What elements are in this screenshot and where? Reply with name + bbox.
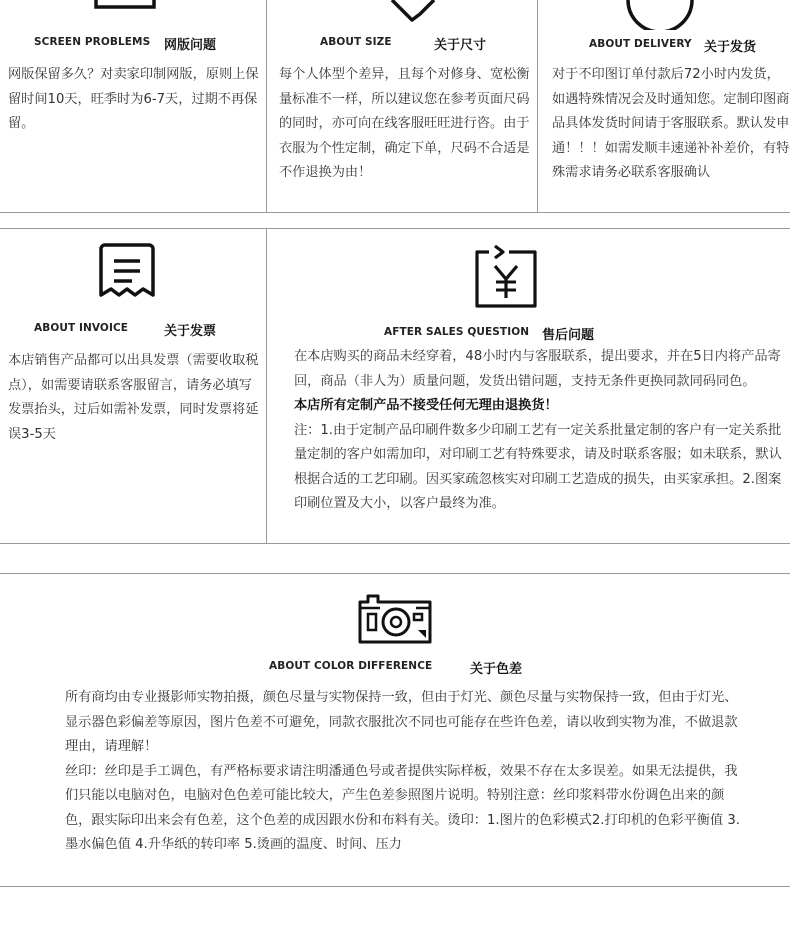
after-sales-zh-title: 售后问题	[542, 328, 595, 343]
size-zh-title: 关于尺寸	[434, 38, 487, 53]
divider-horizontal	[0, 573, 790, 574]
color-zh-title: 关于色差	[470, 662, 523, 677]
after-sales-text	[294, 345, 786, 517]
after-sales-paragraph-2: 注：1.由于定制产品印刷件数多少印刷工艺有一定关系批量定制的客户有一定关系批量定制的客户如需加印，对印刷工艺有特殊要求，请及时联系客服；如未联系，默认根据合适的工艺印刷。因买家疏忽核实对印刷工艺造成的损失，由买家承担。2.图案印刷位置及大小，以客户最终为准。	[294, 422, 782, 511]
after-sales-en-title: AFTER SALES QUESTION	[384, 326, 530, 338]
divider-horizontal	[0, 886, 790, 887]
delivery-zh-title: 关于发货	[704, 40, 757, 55]
delivery-text: 对于不印图订单付款后72小时内发货，如遇特殊情况会及时通知您。定制印图商品具体发货时间请于客服联系。默认发申通！！！如需发顺丰速递补补差价，有特殊需求请务必联系客服确认	[552, 67, 790, 180]
invoice-en-title: ABOUT INVOICE	[34, 322, 129, 334]
color-paragraph-2: 丝印：丝印是手工调色，有严格标要求请注明潘通色号或者提供实际样板，效果不存在太多误差。如果无法提供，我们只能以电脑对色，电脑对色色差可能比较大，产生色差参照图片说明。特别注意：丝印浆料带水份调色出来的颜色，跟实际印出来会有色差，这个色差的成因跟水份和布料有关。烫印：1.图片的色彩模式2.打印机的色彩平衡值 3.墨水偏色值 4.升华纸的转印率 5.烫画的温度、时间、压力	[65, 763, 740, 852]
monitor-icon	[92, 0, 162, 14]
color-text	[65, 686, 741, 858]
invoice-text: 本店销售产品都可以出具发票（需要收取税点），如需要请联系客服留言，请务必填写发票抬头，过后如需补发票，同时发票将延误3-5天	[8, 353, 259, 442]
divider-horizontal	[0, 212, 790, 213]
camera-icon	[358, 592, 434, 644]
after-sales-bold-notice: 本店所有定制产品不接受任何无理由退换货！	[294, 398, 558, 413]
divider-vertical	[266, 0, 267, 212]
divider-horizontal	[0, 228, 790, 229]
delivery-en-title: ABOUT DELIVERY	[589, 38, 692, 50]
divider-vertical	[537, 0, 538, 212]
screen-text: 网版保留多久？对卖家印制网版，原则上保留时间10天，旺季时为6-7天，过期不再保留。	[8, 67, 259, 131]
size-text: 每个人体型个差异，且每个对修身、宽松衡量标准不一样，所以建议您在参考页面尺码的同时，亦可向在线客服旺旺进行咨。由于衣服为个性定制，确定下单，尺码不合适是不作退换为由！	[279, 67, 530, 180]
after-sales-paragraph-1: 在本店购买的商品未经穿着，48小时内与客服联系，提出要求，并在5日内将产品寄回，商品（非人为）质量问题，发货出错问题，支持无条件更换同款同码同色。	[294, 349, 781, 389]
divider-vertical	[266, 228, 267, 543]
color-en-title: ABOUT COLOR DIFFERENCE	[269, 660, 433, 672]
screen-en-title: SCREEN PROBLEMS	[34, 36, 151, 48]
receipt-icon	[99, 243, 155, 299]
color-paragraph-1: 所有商均由专业摄影师实物拍摄，颜色尽量与实物保持一致，但由于灯光、颜色尽量与实物保持一致，但由于灯光、显示器色彩偏差等原因，图片色差不可避免，同款衣服批次不同也可能存在些许色差，请以收到实物为准，不做退款理由，请理解！	[65, 690, 738, 754]
size-en-title: ABOUT SIZE	[320, 36, 392, 48]
invoice-zh-title: 关于发票	[164, 324, 217, 339]
divider-horizontal	[0, 543, 790, 544]
yuan-refund-icon	[473, 244, 539, 310]
screen-zh-title: 网版问题	[164, 38, 217, 53]
circle-icon	[620, 0, 700, 30]
tag-icon	[390, 0, 440, 26]
